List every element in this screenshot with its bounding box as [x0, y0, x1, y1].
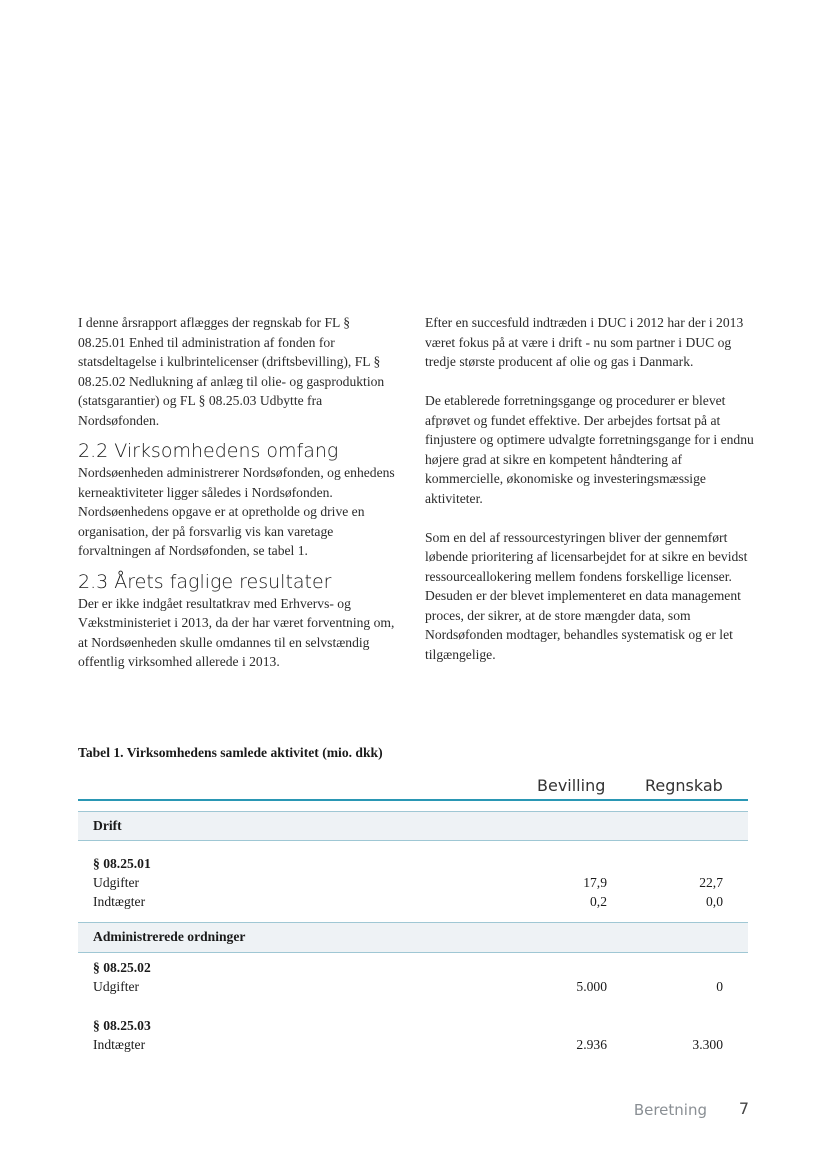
section-2-2-heading: 2.2 Virksomhedens omfang	[78, 440, 339, 462]
right-paragraph-1: Efter en succesfuld indtræden i DUC i 2012 har der i 2013 været fokus på at være i drift - nu som partner i DUC og tredje største producent af olie og gas i Danmark.	[425, 315, 744, 369]
table-row	[93, 1035, 748, 1054]
value-regnskab: 3.300	[692, 1037, 723, 1052]
value-bevilling: 0,2	[590, 894, 607, 909]
column-header-bevilling: Bevilling	[537, 776, 606, 795]
table-header-rule	[78, 799, 748, 801]
table-row	[93, 892, 748, 911]
value-regnskab: 0,0	[706, 894, 723, 909]
table-caption: Tabel 1. Virksomhedens samlede aktivitet (mio. dkk)	[78, 745, 383, 760]
row-label: Indtægter	[93, 1037, 146, 1052]
section-2-3-body: Der er ikke indgået resultatkrav med Erhvervs- og Vækstministeriet i 2013, da der har været forventning om, at Nordsøenheden skulle omdannes til en selvstændig offentlig virksomhed allerede i 2013.	[78, 595, 395, 669]
value-regnskab: 22,7	[699, 875, 723, 890]
table-row	[93, 977, 748, 996]
section-code-08-25-02: § 08.25.02	[93, 960, 151, 975]
table-row	[93, 1016, 748, 1035]
row-label: Indtægter	[93, 894, 146, 909]
right-text-column	[425, 313, 755, 664]
section-2-2-body: Nordsøenheden administrerer Nordsøfonden, og enhedens kerneaktiviteter ligger således i Nordsøfonden. Nordsøenhedens opgave er at opretholde og drive en organisation, der på forsvarlig vis kan varetage forvaltningen af Nordsøfonden, se tabel 1.	[78, 465, 395, 558]
intro-paragraph: I denne årsrapport aflægges der regnskab for FL § 08.25.01 Enhed til administration af fonden for statsdeltagelse i kulbrintelicenser (driftsbevilling), FL § 08.25.02 Nedlukning af anlæg til olie- og gasproduktion (statsgarantier) og FL § 08.25.03 Udbytte fra Nordsøfonden.	[78, 315, 385, 428]
section-band-drift: Drift	[78, 811, 748, 841]
page-number: 7	[738, 1099, 749, 1118]
row-label: Udgifter	[93, 875, 140, 890]
section-code-08-25-03: § 08.25.03	[93, 1018, 151, 1033]
value-regnskab: 0	[716, 979, 723, 994]
value-bevilling: 17,9	[583, 875, 607, 890]
section-code-08-25-01: § 08.25.01	[93, 856, 151, 871]
right-paragraph-2: De etablerede forretningsgange og procedurer er blevet afprøvet og fundet effektive. Der arbejdes fortsat på at finjustere og optimere udvalgte forretningsgange for i endnu højere grad at sikre en kompetent håndtering af kommercielle, økonomiske og investeringsmæssige aktiviteter.	[425, 393, 754, 506]
column-header-regnskab: Regnskab	[645, 776, 723, 795]
left-text-column	[78, 313, 398, 672]
section-band-administrerede: Administrerede ordninger	[78, 922, 748, 953]
right-paragraph-3: Som en del af ressourcestyringen bliver der gennemført løbende prioritering af licensarbejdet for at sikre en bevidst ressourceallokering mellem fondens forskellige licenser. Desuden er der blevet implementeret en data management proces, der sikrer, at de store mængder data, som Nordsøfonden modtager, behandles systematisk og er let tilgængelige.	[425, 529, 748, 662]
table-row	[93, 958, 748, 977]
section-2-3-heading: 2.3 Årets faglige resultater	[78, 570, 332, 593]
value-bevilling: 2.936	[576, 1037, 607, 1052]
table-row	[93, 873, 748, 892]
footer-section-label: Beretning	[633, 1101, 707, 1119]
value-bevilling: 5.000	[576, 979, 607, 994]
row-label: Udgifter	[93, 979, 140, 994]
table-row	[93, 854, 748, 873]
